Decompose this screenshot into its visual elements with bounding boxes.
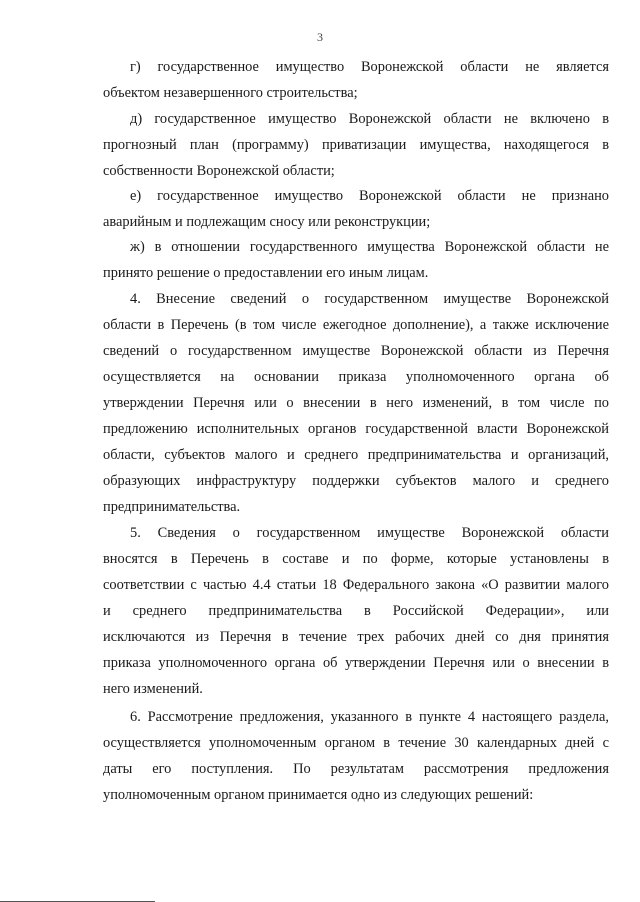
text-line: него изменений. (103, 681, 203, 697)
text-line: области, субъектов малого и среднего предпринимательства и организаций, (103, 447, 609, 463)
text-line: утверждении Перечня или о внесении в него изменений, в том числе по (103, 395, 609, 411)
text-line: аварийным и подлежащим сносу или реконструкции; (103, 214, 431, 230)
text-line: собственности Воронежской области; (103, 163, 335, 179)
text-line: уполномоченным органом принимается одно из следующих решений: (103, 787, 534, 803)
text-line: е) государственное имущество Воронежской области не признано (130, 188, 609, 204)
text-line: 4. Внесение сведений о государственном имуществе Воронежской (130, 291, 609, 307)
text-line: соответствии с частью 4.4 статьи 18 Федерального закона «О развитии малого (103, 577, 609, 593)
text-line: даты его поступления. По результатам рассмотрения предложения (103, 761, 609, 777)
text-line: объектом незавершенного строительства; (103, 85, 358, 101)
text-line: д) государственное имущество Воронежской области не включено в (130, 111, 609, 127)
text-line: ж) в отношении государственного имущества Воронежской области не (130, 239, 609, 255)
text-line: области в Перечень (в том числе ежегодное дополнение), а также исключение (103, 317, 609, 333)
text-line: 5. Сведения о государственном имуществе Воронежской области (130, 525, 609, 541)
text-line: исключаются из Перечня в течение трех рабочих дней со дня принятия (103, 629, 609, 645)
text-line: предпринимательства. (103, 499, 241, 515)
text-line: сведений о государственном имуществе Воронежской области из Перечня (103, 343, 609, 359)
text-line: предложению исполнительных органов государственной власти Воронежской (103, 421, 609, 437)
text-line: прогнозный план (программу) приватизации имущества, находящегося в (103, 137, 609, 153)
text-line: приказа уполномоченного органа об утверждении Перечня или о внесении в (103, 655, 609, 671)
text-line: принято решение о предоставлении его иным лицам. (103, 265, 429, 281)
page-number: 3 (317, 30, 323, 44)
text-line: г) государственное имущество Воронежской области не является (130, 59, 609, 75)
text-line: осуществляется на основании приказа уполномоченного органа об (103, 369, 609, 385)
text-line: осуществляется уполномоченным органом в течение 30 календарных дней с (103, 735, 609, 751)
text-line: образующих инфраструктуру поддержки субъектов малого и среднего (103, 473, 609, 489)
text-line: вносятся в Перечень в составе и по форме, которые установлены в (103, 551, 609, 567)
text-line: и среднего предпринимательства в Российской Федерации», или (103, 603, 609, 619)
text-line: 6. Рассмотрение предложения, указанного в пункте 4 настоящего раздела, (130, 709, 609, 725)
